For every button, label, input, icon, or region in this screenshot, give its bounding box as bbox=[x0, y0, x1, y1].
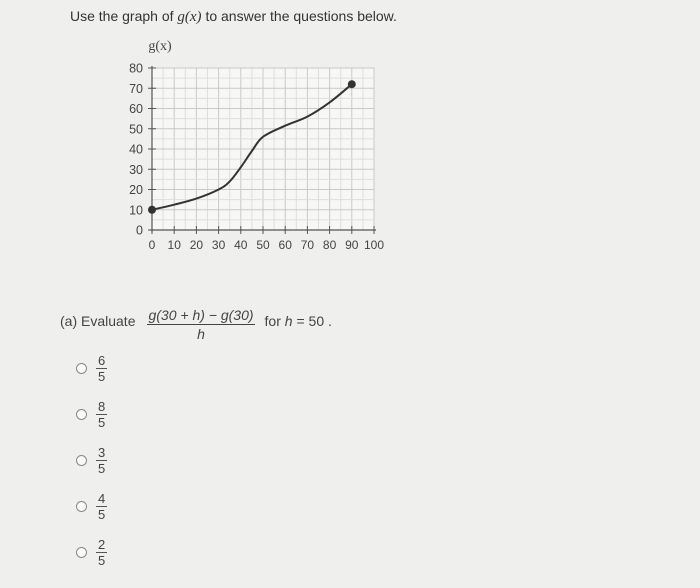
option-fraction bbox=[96, 445, 107, 476]
x-tick-label: 70 bbox=[300, 238, 315, 252]
y-tick-label: 10 bbox=[129, 203, 143, 218]
x-tick-label: 90 bbox=[345, 238, 359, 252]
for-text: for bbox=[264, 313, 281, 329]
dq-numerator: g(30 + h) − g(30) bbox=[148, 307, 254, 323]
option-denominator: 5 bbox=[98, 368, 106, 384]
answer-options bbox=[76, 345, 107, 575]
y-tick-label: 30 bbox=[129, 162, 143, 177]
y-tick-label: 50 bbox=[129, 122, 143, 137]
option-numerator: 3 bbox=[98, 444, 106, 460]
y-tick-label: 80 bbox=[129, 61, 143, 76]
radio-button[interactable] bbox=[76, 547, 87, 558]
x-tick-label: 20 bbox=[189, 238, 204, 252]
x-tick-label: 40 bbox=[234, 238, 248, 252]
option-numerator: 6 bbox=[98, 352, 106, 368]
endpoint-marker bbox=[148, 206, 156, 214]
radio-button[interactable] bbox=[76, 455, 87, 466]
difference-quotient bbox=[147, 307, 254, 342]
chart-title: g(x) bbox=[148, 39, 172, 54]
option-fraction bbox=[96, 399, 107, 430]
x-tick-label: 60 bbox=[278, 238, 292, 252]
h-variable: h bbox=[284, 313, 293, 329]
endpoint-marker bbox=[348, 80, 356, 88]
option-fraction bbox=[96, 537, 107, 568]
radio-button[interactable] bbox=[76, 363, 87, 374]
option-numerator: 2 bbox=[98, 536, 106, 552]
option-denominator: 5 bbox=[98, 506, 106, 522]
option-fraction bbox=[96, 353, 107, 384]
y-tick-label: 70 bbox=[129, 81, 143, 96]
option-denominator: 5 bbox=[98, 414, 106, 430]
option-8-5[interactable] bbox=[76, 391, 107, 437]
question-a bbox=[60, 307, 332, 348]
option-denominator: 5 bbox=[98, 460, 106, 476]
radio-button[interactable] bbox=[76, 409, 87, 420]
option-2-5[interactable] bbox=[76, 529, 107, 575]
x-tick-label: 30 bbox=[211, 238, 226, 252]
x-tick-label: 80 bbox=[322, 238, 337, 252]
intro-function: g(x) bbox=[177, 9, 202, 25]
option-fraction bbox=[96, 491, 107, 522]
x-tick-label: 50 bbox=[256, 238, 270, 252]
x-tick-label: 10 bbox=[167, 238, 181, 252]
intro-prefix: Use the graph of bbox=[70, 8, 174, 24]
y-tick-label: 60 bbox=[129, 102, 143, 116]
intro-suffix: to answer the questions below. bbox=[205, 8, 397, 24]
y-tick-label: 0 bbox=[136, 223, 143, 238]
option-numerator: 4 bbox=[98, 490, 106, 506]
option-numerator: 8 bbox=[98, 398, 106, 414]
dq-denominator: h bbox=[197, 326, 205, 342]
option-4-5[interactable] bbox=[76, 483, 107, 529]
condition-text: = 50 . bbox=[296, 313, 332, 329]
y-tick-label: 20 bbox=[129, 183, 143, 197]
y-tick-label: 40 bbox=[129, 142, 143, 157]
radio-button[interactable] bbox=[76, 501, 87, 512]
x-tick-label: 0 bbox=[148, 238, 156, 252]
option-6-5[interactable] bbox=[76, 345, 107, 391]
option-denominator: 5 bbox=[98, 552, 106, 568]
question-label: (a) Evaluate bbox=[60, 313, 136, 329]
option-3-5[interactable] bbox=[76, 437, 107, 483]
x-tick-label: 100 bbox=[363, 238, 385, 252]
